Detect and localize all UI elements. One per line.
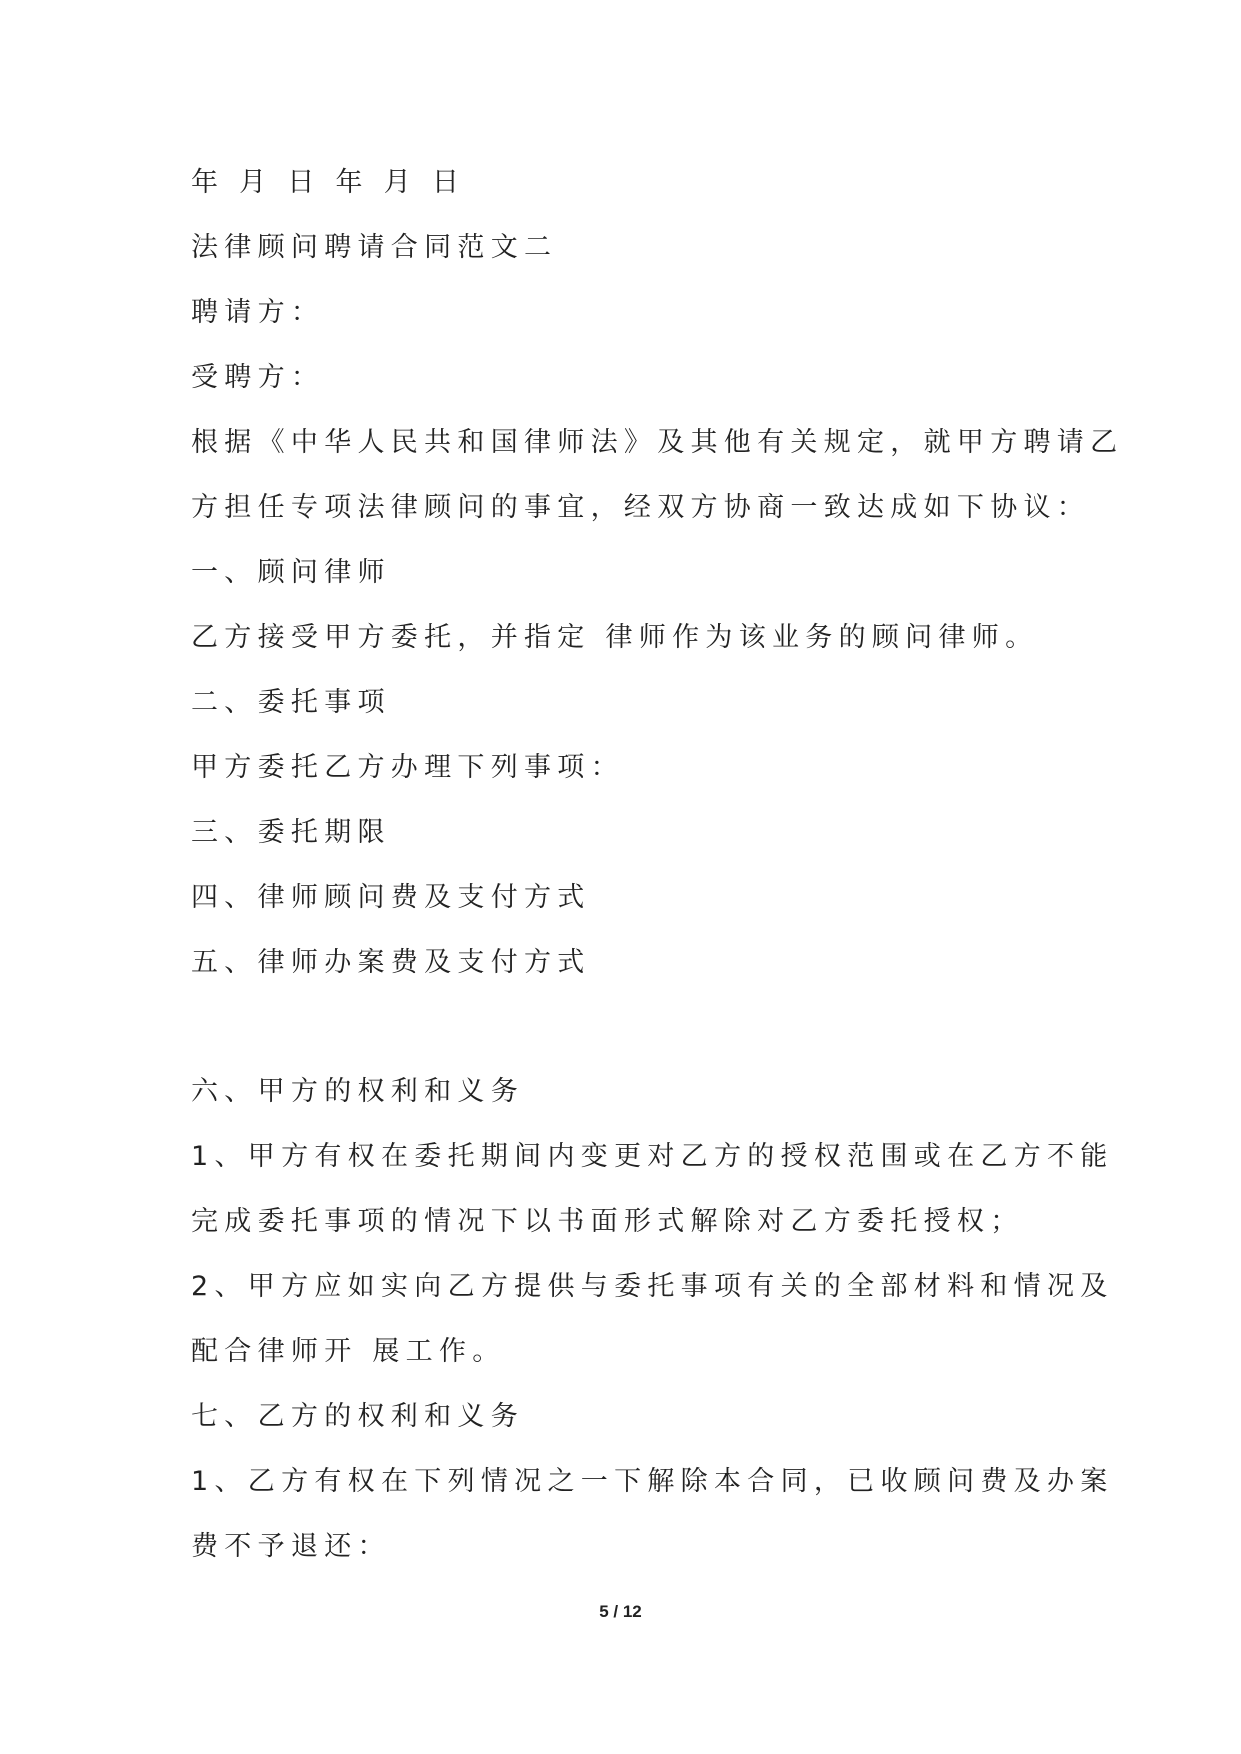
section-2-body: 甲方委托乙方办理下列事项： (191, 752, 624, 783)
page-number: 5 / 12 (599, 1602, 642, 1621)
section-heading-6: 六、甲方的权利和义务 (191, 1076, 524, 1107)
section-6-clause-2-line-1: 2、甲方应如实向乙方提供与委托事项有关的全部材料和情况及 (191, 1271, 1114, 1302)
section-6-clause-2-line-2: 配合律师开 展工作。 (191, 1336, 506, 1367)
preamble-line-2: 方担任专项法律顾问的事宜，经双方协商一致达成如下协议： (191, 492, 1091, 523)
section-7-clause-1-line-1: 1、乙方有权在下列情况之一下解除本合同，已收顾问费及办案 (191, 1466, 1114, 1497)
section-7-clause-1-line-2: 费不予退还： (191, 1531, 391, 1562)
section-1-body: 乙方接受甲方委托，并指定 律师作为该业务的顾问律师。 (191, 622, 1039, 653)
employer-label: 聘请方： (191, 297, 325, 328)
section-heading-1: 一、顾问律师 (191, 557, 391, 588)
contract-title: 法律顾问聘请合同范文二 (191, 232, 558, 263)
section-6-clause-1-line-1: 1、甲方有权在委托期间内变更对乙方的授权范围或在乙方不能 (191, 1141, 1114, 1172)
section-6-clause-1-line-2: 完成委托事项的情况下以书面形式解除对乙方委托授权； (191, 1206, 1024, 1237)
preamble-line-1: 根据《中华人民共和国律师法》及其他有关规定，就甲方聘请乙 (191, 427, 1124, 458)
section-heading-5: 五、律师办案费及支付方式 (191, 947, 591, 978)
employee-label: 受聘方： (191, 362, 325, 393)
section-heading-4: 四、律师顾问费及支付方式 (191, 882, 591, 913)
section-heading-2: 二、委托事项 (191, 687, 391, 718)
section-heading-3: 三、委托期限 (191, 817, 391, 848)
section-heading-7: 七、乙方的权利和义务 (191, 1401, 524, 1432)
date-line: 年 月 日 年 月 日 (191, 167, 466, 198)
